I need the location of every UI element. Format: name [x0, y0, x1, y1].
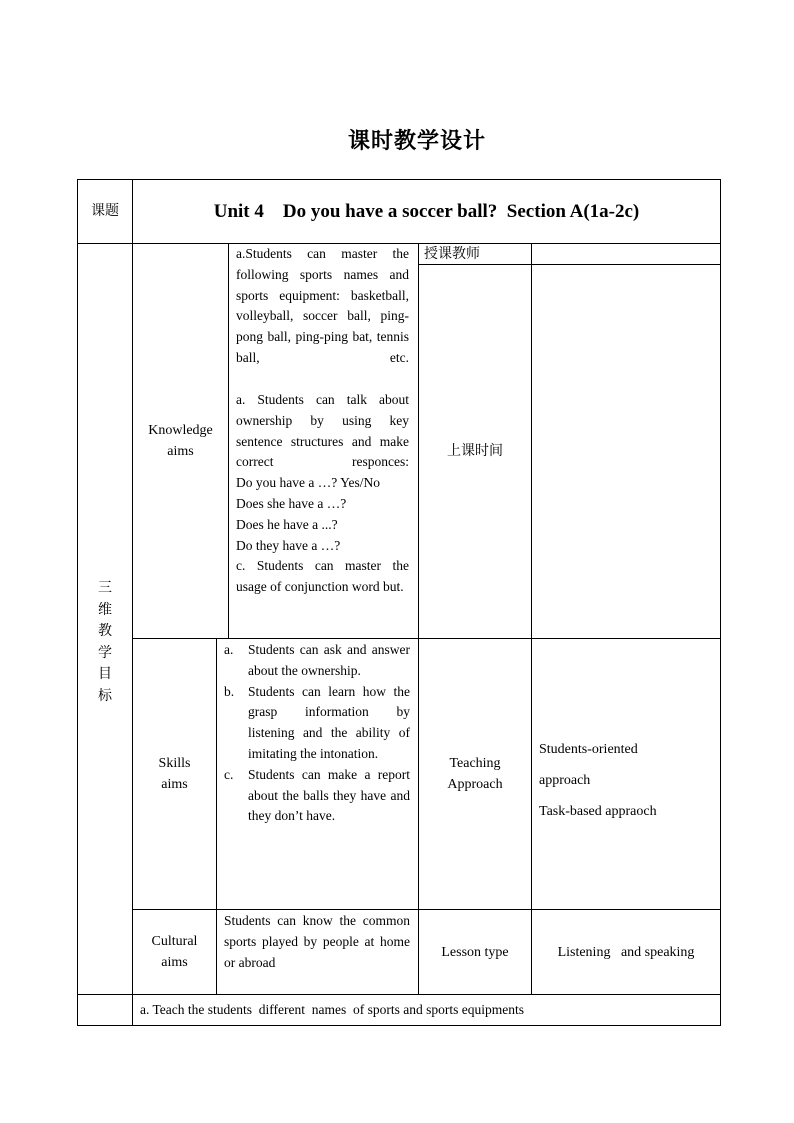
class-time-value: [532, 265, 720, 638]
lesson-type-label: Lesson type: [441, 944, 509, 960]
page-title: 课时教学设计: [347, 129, 486, 154]
topic-label: 课题: [91, 203, 119, 219]
teacher-value: [532, 244, 720, 264]
side-char: 标: [98, 687, 112, 704]
list-item: c. Students can make a report about the balls they have and they don’t have.: [224, 766, 410, 824]
lesson-type-value: Listening and speaking: [557, 944, 695, 960]
cultural-aims-text: Students can know the common sports played by people at home or abroad: [224, 913, 410, 970]
list-item: b. Students can learn how the grasp information by listening and the ability of imitating the intonation.: [224, 683, 410, 761]
teaching-approach-value: Students-oriented approach Task-based appraoch: [539, 742, 657, 819]
skills-aims-label: Skills aims: [158, 756, 191, 792]
teaching-key-point: a. Teach the students different names of sports and sports equipments: [140, 1002, 524, 1017]
knowledge-question: Does he have a ...?: [236, 517, 338, 532]
knowledge-aims-label: Knowledge aims: [148, 423, 213, 459]
knowledge-aim-a: a.Students can master the following sports names and sports equipment: basketball, volleyball, soccer ball, ping-pong ball, ping-ping bat, tennis ball, etc.: [236, 246, 409, 365]
side-char: 三: [98, 580, 112, 596]
knowledge-aim-c: c. Students can master the usage of conjunction word but.: [236, 558, 409, 594]
class-time-label: 上课时间: [447, 443, 503, 459]
teacher-label: 授课教师: [424, 246, 480, 262]
knowledge-question: Do they have a …?: [236, 538, 341, 553]
side-char: 目: [98, 666, 112, 682]
knowledge-question: Do you have a …? Yes/No: [236, 475, 380, 490]
unit-title: Unit 4 Do you have a soccer ball? Section A(1a-2c): [213, 201, 640, 222]
knowledge-aim-b: a. Students can talk about ownership by using key sentence structures and make correct responces:: [236, 392, 409, 470]
side-char: 学: [98, 644, 112, 661]
list-item: a. Students can ask and answer about the ownership.: [224, 642, 410, 678]
teaching-approach-label: Teaching Approach: [447, 756, 503, 792]
cultural-aims-label: Cultural aims: [151, 934, 198, 970]
side-char: 教: [98, 623, 112, 639]
skills-aims-list: [224, 640, 410, 827]
side-char: 维: [98, 601, 112, 618]
three-dimensional-objectives-label: [78, 578, 132, 707]
knowledge-question: Does she have a …?: [236, 496, 347, 511]
